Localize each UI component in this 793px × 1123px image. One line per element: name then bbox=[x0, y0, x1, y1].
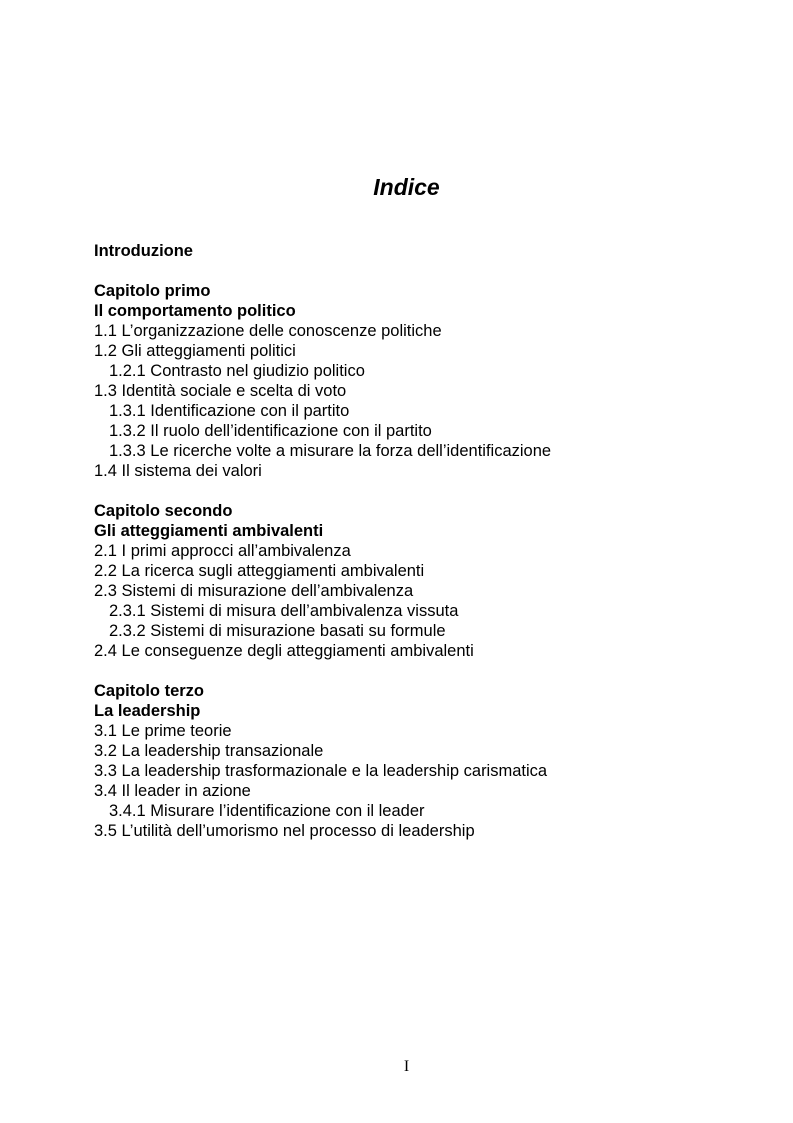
toc-subentry[interactable]: 3.4.1 Misurare l’identificazione con il leader bbox=[109, 802, 425, 820]
toc-subentry[interactable]: 1.2.1 Contrasto nel giudizio politico bbox=[109, 362, 365, 380]
toc-entry[interactable]: 3.5 L’utilità dell’umorismo nel processo di leadership bbox=[94, 822, 475, 840]
toc-entry[interactable]: 3.2 La leadership transazionale bbox=[94, 742, 324, 760]
chapter-title[interactable]: Gli atteggiamenti ambivalenti bbox=[94, 522, 324, 540]
chapter-label[interactable]: Capitolo terzo bbox=[94, 682, 204, 700]
toc-entry[interactable]: 1.3 Identità sociale e scelta di voto bbox=[94, 382, 347, 400]
toc-subentry[interactable]: 1.3.1 Identificazione con il partito bbox=[109, 402, 350, 420]
chapter-label[interactable]: Capitolo primo bbox=[94, 282, 211, 300]
chapter-3 bbox=[94, 681, 734, 841]
page-number: I bbox=[403, 1058, 410, 1075]
toc-entry[interactable]: 2.1 I primi approcci all’ambivalenza bbox=[94, 542, 351, 560]
toc-entry[interactable]: 1.2 Gli atteggiamenti politici bbox=[94, 342, 296, 360]
chapter-title[interactable]: La leadership bbox=[94, 702, 201, 720]
toc-entry[interactable]: 3.1 Le prime teorie bbox=[94, 722, 232, 740]
page-title: Indice bbox=[373, 174, 440, 200]
chapter-1 bbox=[94, 281, 734, 481]
toc-entry[interactable]: 3.3 La leadership trasformazionale e la leadership carismatica bbox=[94, 762, 548, 780]
chapter-title[interactable]: Il comportamento politico bbox=[94, 302, 296, 320]
toc-subentry[interactable]: 2.3.1 Sistemi di misura dell’ambivalenza vissuta bbox=[109, 602, 459, 620]
toc-subentry[interactable]: 1.3.2 Il ruolo dell’identificazione con il partito bbox=[109, 422, 432, 440]
toc-subentry[interactable]: 2.3.2 Sistemi di misurazione basati su formule bbox=[109, 622, 446, 640]
toc-introduction[interactable]: Introduzione bbox=[94, 242, 193, 260]
chapter-2 bbox=[94, 501, 734, 661]
table-of-contents bbox=[94, 241, 734, 861]
toc-entry[interactable]: 2.3 Sistemi di misurazione dell’ambivalenza bbox=[94, 582, 414, 600]
toc-entry[interactable]: 3.4 Il leader in azione bbox=[94, 782, 251, 800]
toc-entry[interactable]: 2.2 La ricerca sugli atteggiamenti ambivalenti bbox=[94, 562, 425, 580]
toc-entry[interactable]: 1.1 L’organizzazione delle conoscenze politiche bbox=[94, 322, 442, 340]
toc-subentry[interactable]: 1.3.3 Le ricerche volte a misurare la forza dell’identificazione bbox=[109, 442, 552, 460]
chapter-label[interactable]: Capitolo secondo bbox=[94, 502, 233, 520]
toc-entry[interactable]: 2.4 Le conseguenze degli atteggiamenti ambivalenti bbox=[94, 642, 474, 660]
toc-entry[interactable]: 1.4 Il sistema dei valori bbox=[94, 462, 262, 480]
